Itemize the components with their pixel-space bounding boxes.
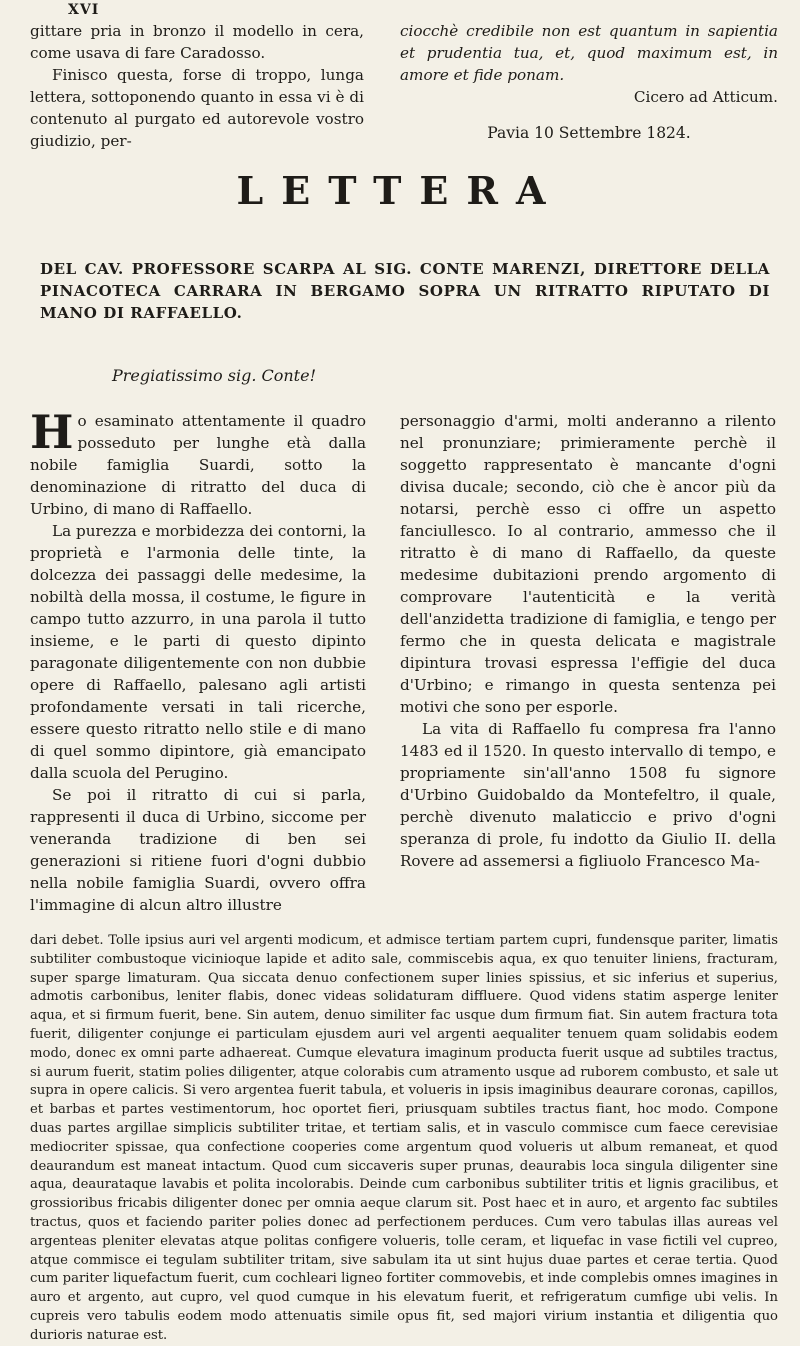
top-right-column [400, 20, 778, 144]
page-number: XVI [68, 2, 100, 18]
drop-cap: H [30, 405, 74, 459]
place-date: Pavia 10 Settembre 1824. [487, 124, 691, 142]
body-left-column [30, 405, 366, 916]
top-left-column [30, 20, 364, 152]
paragraph [30, 405, 366, 520]
paragraph: personaggio d'armi, molti anderanno a rilento nel pronunziare; primieramente perchè il soggetto rappresentato è mancante d'ogni divisa ducale; secondo, ciò che è ancor più da notarsi, perchè esso ci offre un aspetto fanciullesco. Io al contrario, ammesso che il ritratto è di mano di Raffaello, da queste medesime dubitazioni prendo argomento di comprovare l'autenticità e la verità dell'anzidetta tradizione di famiglia, e tengo per fermo che in questa delicata e magistrale dipintura trovasi espressa l'effigie del duca d'Urbino; e rimango in questa sentenza pei motivi che sono per esporle. [400, 412, 776, 716]
paragraph: Finisco questa, forse di troppo, lunga lettera, sottoponendo quanto in essa vi è di contenuto al purgato ed autorevole vostro giudizio, per- [30, 66, 364, 150]
salutation: Pregiatissimo sig. Conte! [112, 366, 317, 385]
paragraph: gittare pria in bronzo il modello in cera, come usava di fare Caradosso. [30, 22, 364, 62]
paragraph: La vita di Raffaello fu compresa fra l'anno 1483 ed il 1520. In questo intervallo di tempo, e propriamente sin'all'anno 1508 fu signore d'Urbino Guidobaldo da Montefeltro, il quale, perchè divenuto malaticcio e privo d'ogni speranza di prole, fu indotto da Giulio II. della Rovere ad assemersi a figliuolo Francesco Ma- [400, 720, 776, 870]
letter-title: LETTERA [236, 168, 564, 213]
first-paragraph-text: o esaminato attentamente il quadro posseduto per lunghe età dalla nobile famiglia Suardi, sotto la denominazione di ritratto del duca di Urbino, di mano di Raffaello. [30, 412, 366, 518]
latin-quote: ciocchè credibile non est quantum in sapientia et prudentia tua, et, quod maximum est, in amore et fide ponam. [400, 22, 778, 84]
letter-subtitle: DEL CAV. PROFESSORE SCARPA AL SIG. CONTE MARENZI, DIRETTORE DELLA PINACOTECA CARRARA IN BERGAMO SOPRA UN RITRATTO RIPUTATO DI MANO DI RAFFAELLO. [40, 260, 770, 322]
paragraph: La purezza e morbidezza dei contorni, la proprietà e l'armonia delle tinte, la dolcezza dei passaggi delle medesime, la nobiltà della mossa, il costume, le figure in campo tutto azzurro, in una parola il tutto insieme, e le parti di questo dipinto paragonate diligentemente con non dubbie opere di Raffaello, palesano agli artisti profondamente versati in tali ricerche, essere questo ritratto nello stile e di mano di quel sommo dipintore, già emancipato dalla scuola del Perugino. [30, 522, 366, 782]
paragraph: Se poi il ritratto di cui si parla, rappresenti il duca di Urbino, siccome per veneranda tradizione di ben sei generazioni si ritiene fuori d'ogni dubbio nella nobile famiglia Suardi, ovvero offra l'immagine di alcun altro illustre [30, 786, 366, 914]
body-right-column [400, 410, 776, 872]
quote-source: Cicero ad Atticum. [633, 88, 778, 106]
latin-footnote: dari debet. Tolle ipsius auri vel argenti modicum, et admisce tertiam partem cupri, fundensque pariter, limatis subtiliter combustoque vicinioque lapide et adito sale, commiscebis aqua, ex quo tenuiter liniens, fracturam, super sparge limaturam. Qua siccata denuo confectionem super linies spissius, et sic inferius et superius, admotis carbonibus, leniter flabis, donec videas solidaturam diffluere. Quod videns statim asperge leniter aqua, et si firmum fuerit, bene. Sin autem, denuo similiter fac usque dum firmum fiat. Sin autem fractura tota fuerit, diligenter conjunge ei particulam ejusdem auri vel argenti aequaliter tenuem quam solidabis eodem modo, donec ex omni parte adhaereat. Cumque elevatura imaginum producta fuerit usque ad subtiles tractus, si aurum fuerit, statim polies diligenter, atque colorabis cum atramento usque ad ruborem combusto, et sale ut supra in opere calicis. Si vero argentea fuerit tabula, et volueris in ipsis imaginibus deaurare coronas, capillos, et barbas et partes vestimentorum, hoc oportet fieri, priusquam subtiles tractus fiant, hoc modo. Compone duas partes argillae simplicis subtiliter tritae, et tertiam salis, et in vasculo commisce cum faece cerevisiae mediocriter spissae, qua confectione cooperies come argentum quod volueris ut album remaneat, et quod deaurandum est maneat intactum. Quod cum siccaveris super prunas, deaurabis loca singula diligenter sine aqua, deaurataque lavabis et polita incolorabis. Deinde cum carbonibus subtiliter tritis et lignis gracilibus, et grossioribus fricabis diligenter donec per omnia aeque clarum sit. Post haec et in auro, et argento fac subtiles tractus, quos et faciendo pariter polies donec ad perfectionem perduces. Cum vero tabulas illas aureas vel argenteas pleniter elevatas atque politas configere volueris, tolle ceram, et liquefac in vase fictili vel cupreo, atque commisce ei tegulam subtiliter tritam, sive sabulam ita ut sint hujus duae partes et cerae tertia. Quod cum pariter liquefactum fuerit, cum cochleari ligneo fortiter commovebis, et inde complebis omnes imagines in auro et argento, aut cupro, vel quod cumque in his elevatum fuerit, et refrigeratum cumfige ubi velis. In cupreis vero tabulis eodem modo attenuatis simile opus fit, sed majori virium instantia et diligentia quo durioris naturae est. [30, 933, 778, 1343]
